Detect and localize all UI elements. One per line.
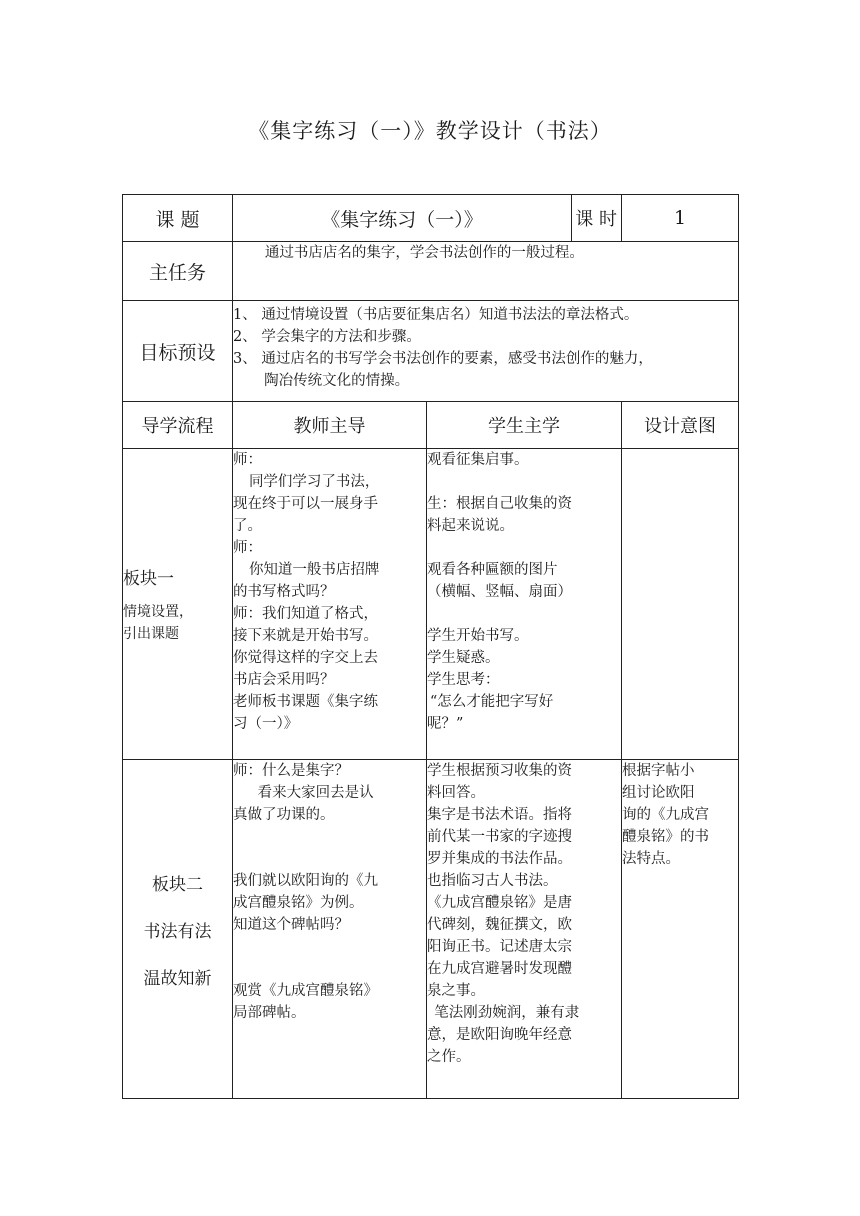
block2-row [123, 760, 739, 1099]
block1-intent-cell [622, 449, 739, 760]
block1-student-cell [427, 449, 622, 760]
teacher-line: 老师板书课题《集字练 [233, 694, 378, 710]
teacher-line: 师：什么是集字？ [233, 763, 349, 779]
teacher-line: 局部碑帖。 [233, 1005, 306, 1021]
student-line: 笔法刚劲婉润，兼有隶 [434, 1005, 580, 1021]
teacher-line: 现在终于可以一展身手 [233, 496, 378, 512]
teacher-line: 成宫醴泉铭》为例。 [233, 895, 364, 911]
teacher-line: 师：我们知道了格式， [233, 606, 378, 622]
header-flow: 导学流程 [123, 402, 233, 449]
student-line: 泉之事。 [427, 983, 485, 999]
student-line: 学生开始书写。 [427, 628, 529, 644]
lesson-title: 《集字练习（一）》 [233, 195, 572, 242]
student-line: 《九成宫醴泉铭》是唐 [427, 895, 572, 911]
block2-name: 板块二 [152, 874, 203, 895]
task-text-cell [233, 242, 739, 301]
goals-row [123, 301, 739, 402]
header-teacher: 教师主导 [233, 402, 427, 449]
student-line: 观看征集启事。 [427, 452, 529, 468]
student-line: “怎么才能把字写好 [429, 694, 554, 710]
goal-item: 陶冶传统文化的情操。 [264, 373, 410, 389]
block2-line2: 书法有法 [143, 921, 212, 942]
teacher-line: 观赏《九成宫醴泉铭》 [233, 983, 378, 999]
student-line: 罗并集成的书法作品。 [427, 851, 572, 867]
student-line: 料回答。 [427, 785, 485, 801]
student-line: 学生思考： [427, 672, 500, 688]
lesson-label: 课 题 [123, 195, 233, 242]
task-row [123, 242, 739, 301]
teacher-line: 知道这个碑帖吗？ [233, 917, 349, 933]
student-line: 代碑刻，魏征撰文，欧 [427, 917, 572, 933]
block2-intent-cell [622, 760, 739, 1099]
header-row [123, 402, 739, 449]
student-line: 学生根据预习收集的资 [427, 763, 572, 779]
goal-item: 2、 学会集字的方法和步骤。 [233, 329, 421, 345]
teacher-line: 我们就以欧阳询的《九 [233, 873, 378, 889]
intent-line: 询的《九成宫 [622, 807, 710, 823]
block1-subtitle-2: 引出课题 [123, 625, 179, 642]
teacher-line: 看来大家回去是认 [257, 785, 374, 801]
goals-label: 目标预设 [123, 301, 233, 402]
student-line: 观看各种匾额的图片 [427, 562, 558, 578]
student-line: 意，是欧阳询晚年经意 [427, 1027, 572, 1043]
intent-line: 根据字帖小 [622, 763, 695, 779]
lesson-plan-table [122, 194, 739, 1099]
student-line: 之作。 [427, 1049, 471, 1065]
block2-label-cell [123, 760, 233, 1099]
student-line: 阳询正书。记述唐太宗 [427, 939, 572, 955]
teacher-line: 接下来就是开始书写。 [233, 628, 378, 644]
teacher-line: 书店会采用吗？ [233, 672, 335, 688]
header-student: 学生主学 [427, 402, 622, 449]
header-intent: 设计意图 [622, 402, 739, 449]
task-text: 通过书店店名的集字，学会书法创作的一般过程。 [264, 245, 584, 261]
student-line: 学生疑惑。 [427, 650, 500, 666]
goal-item: 1、 通过情境设置（书店要征集店名）知道书法法的章法格式。 [233, 307, 639, 323]
teacher-line: 师： [233, 540, 262, 556]
teacher-line: 师： [233, 452, 262, 468]
student-line: 前代某一书家的字迹搜 [427, 829, 572, 845]
block1-label-cell [123, 449, 233, 760]
block2-teacher-cell [233, 760, 427, 1099]
intent-line: 组讨论欧阳 [622, 785, 695, 801]
task-label: 主任务 [123, 242, 233, 301]
intent-line: 醴泉铭》的书 [622, 829, 710, 845]
block1-teacher-cell [233, 449, 427, 760]
student-line: 料起来说说。 [427, 518, 514, 534]
block1-subtitle-1: 情境设置， [123, 603, 193, 620]
teacher-line: 的书写格式吗？ [233, 584, 335, 600]
intent-line: 法特点。 [622, 851, 681, 867]
student-line: 在九成宫避暑时发现醴 [427, 961, 572, 977]
document-title: 《集字练习（一）》教学设计（书法） [248, 119, 612, 143]
teacher-line: 了。 [233, 518, 262, 534]
teacher-line: 习（一）》 [233, 716, 299, 732]
student-line: 生：根据自己收集的资 [427, 496, 572, 512]
lesson-row [123, 195, 739, 242]
block1-name: 板块一 [123, 568, 174, 589]
student-line: 集字是书法术语。指将 [427, 807, 572, 823]
teacher-line: 真做了功课的。 [233, 807, 335, 823]
student-line: 呢？” [427, 716, 464, 732]
block1-row [123, 449, 739, 760]
block2-line3: 温故知新 [143, 968, 212, 989]
teacher-line: 你觉得这样的字交上去 [233, 650, 378, 666]
hours-value: 1 [622, 195, 739, 242]
student-line: 也指临习古人书法。 [427, 873, 558, 889]
goals-cell [233, 301, 739, 402]
student-line: （横幅、竖幅、扇面） [427, 584, 572, 600]
teacher-line: 同学们学习了书法， [248, 474, 380, 490]
goal-item: 3、 通过店名的书写学会书法创作的要素，感受书法创作的魅力， [233, 351, 653, 367]
block2-student-cell [427, 760, 622, 1099]
teacher-line: 你知道一般书店招牌 [248, 562, 380, 578]
hours-label: 课 时 [572, 195, 622, 242]
